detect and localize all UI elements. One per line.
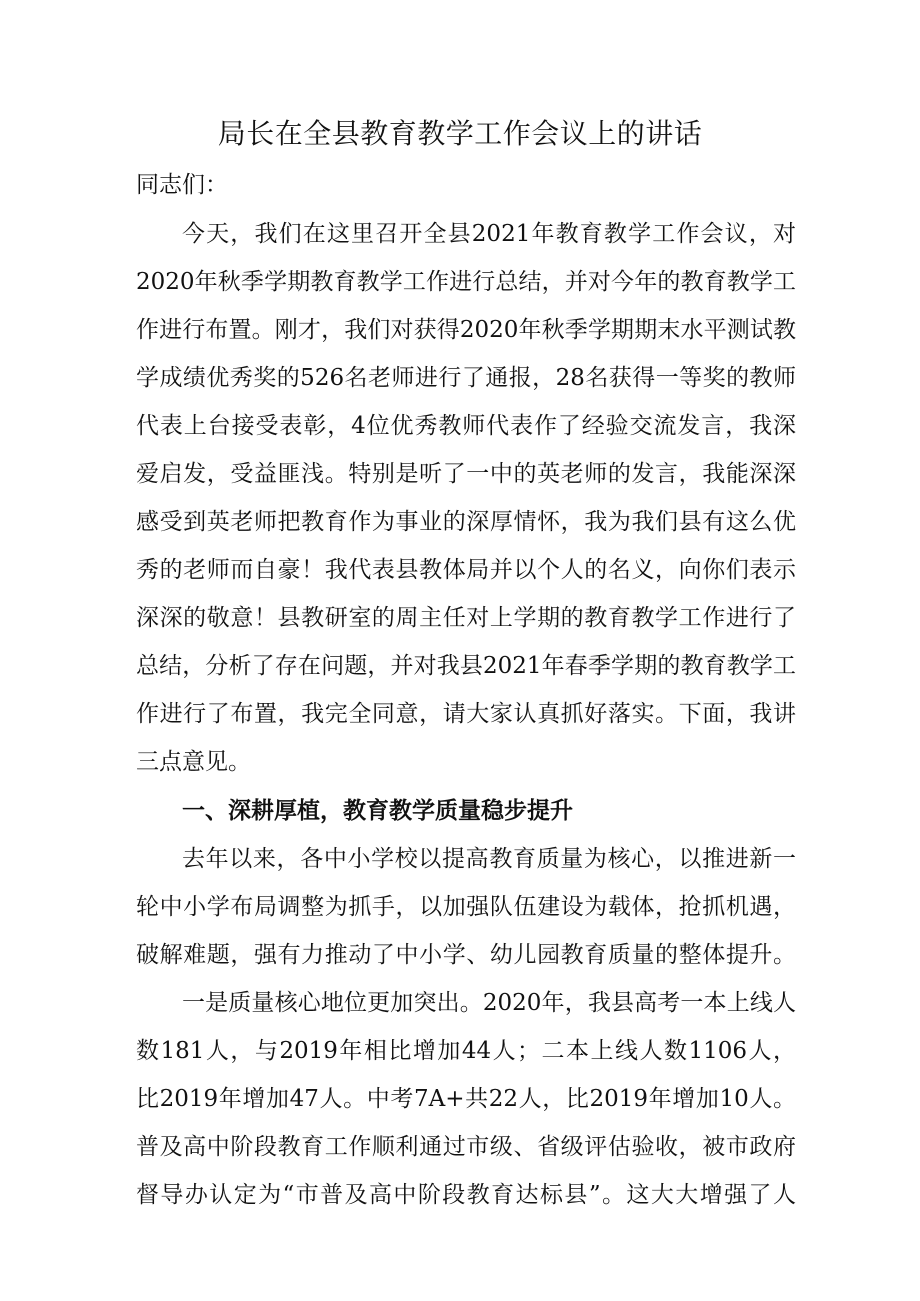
paragraph-line: 今天，我们在这里召开全县2021年教育教学工作会议，对 <box>182 221 796 247</box>
paragraph-line: 感受到英老师把教育作为事业的深厚情怀，我为我们县有这么优 <box>136 509 796 535</box>
paragraph-line: 爱启发，受益匪浅。特别是听了一中的英老师的发言，我能深深 <box>136 461 796 487</box>
paragraph-line: 代表上台接受表彰，4位优秀教师代表作了经验交流发言，我深 <box>136 413 796 439</box>
paragraph-line: 比2019年增加47人。中考7A+共22人，比2019年增加10人。 <box>136 1086 796 1112</box>
paragraph-line: 破解难题，强有力推动了中小学、幼儿园教育质量的整体提升。 <box>136 942 796 968</box>
paragraph-line: 数181人，与2019年相比增加44人；二本上线人数1106人， <box>136 1038 796 1064</box>
paragraph-line: 深深的敬意！县教研室的周主任对上学期的教育教学工作进行了 <box>136 605 796 631</box>
paragraph-line: 去年以来，各中小学校以提高教育质量为核心，以推进新一 <box>182 846 796 872</box>
paragraph-line: 作进行布置。刚才，我们对获得2020年秋季学期期末水平测试教 <box>136 317 796 343</box>
document-title: 局长在全县教育教学工作会议上的讲话 <box>217 117 703 150</box>
paragraph-line: 轮中小学布局调整为抓手，以加强队伍建设为载体，抢抓机遇， <box>136 894 796 920</box>
paragraph-line: 普及高中阶段教育工作顺利通过市级、省级评估验收，被市政府 <box>136 1134 796 1160</box>
section-heading: 一、深耕厚植，教育教学质量稳步提升 <box>182 798 573 824</box>
paragraph-line: 2020年秋季学期教育教学工作进行总结，并对今年的教育教学工 <box>136 269 796 295</box>
paragraph-line: 一是质量核心地位更加突出。2020年，我县高考一本上线人 <box>182 990 796 1016</box>
salutation: 同志们： <box>136 172 228 198</box>
paragraph-line: 秀的老师而自豪！我代表县教体局并以个人的名义，向你们表示 <box>136 557 796 583</box>
paragraph-line: 三点意见。 <box>136 749 251 775</box>
paragraph-line: 督导办认定为“市普及高中阶段教育达标县”。这大大增强了人 <box>136 1182 796 1208</box>
paragraph-line: 学成绩优秀奖的526名老师进行了通报，28名获得一等奖的教师 <box>136 365 796 391</box>
paragraph-line: 作进行了布置，我完全同意，请大家认真抓好落实。下面，我讲 <box>136 701 796 727</box>
paragraph-line: 总结，分析了存在问题，并对我县2021年春季学期的教育教学工 <box>136 653 796 679</box>
